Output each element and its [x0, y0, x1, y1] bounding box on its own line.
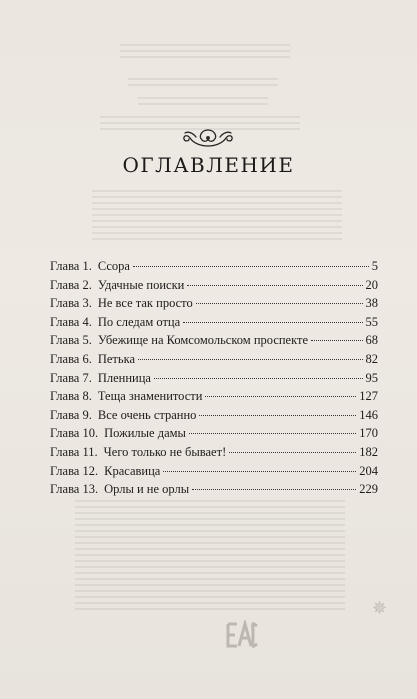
dot-leader	[183, 322, 362, 323]
dot-leader	[138, 359, 362, 360]
toc-entry	[50, 408, 378, 427]
chapter-number: Глава 8.	[50, 389, 92, 404]
chapter-title: Не все так просто	[97, 296, 193, 311]
page-number: 20	[365, 277, 378, 292]
chapter-title: Убежище на Комсомольском проспекте	[97, 333, 309, 348]
chapter-number: Глава 2.	[50, 277, 92, 292]
ghost-text	[75, 500, 345, 610]
chapter-title: Пленница	[97, 370, 151, 385]
chapter-title: Удачные поиски	[97, 277, 185, 292]
toc-entry	[50, 352, 378, 371]
page-number: 5	[371, 259, 378, 273]
chapter-number: Глава 1.	[50, 259, 92, 273]
dot-leader	[229, 452, 356, 453]
chapter-number: Глава 10.	[50, 426, 99, 441]
ghost-text	[120, 44, 290, 58]
chapter-number: Глава 11.	[50, 444, 98, 459]
chapter-number: Глава 7.	[50, 370, 92, 385]
dot-leader	[192, 489, 356, 490]
chapter-number: Глава 3.	[50, 296, 92, 311]
chapter-number: Глава 9.	[50, 407, 92, 422]
chapter-title: Чего только не бывает!	[103, 444, 227, 459]
dot-leader	[199, 415, 356, 416]
page-number: 170	[359, 426, 378, 441]
chapter-title: Пожилые дамы	[104, 426, 186, 441]
eac-mark-icon	[225, 620, 259, 650]
toc-entry	[50, 371, 378, 390]
chapter-title: Ссора	[97, 259, 130, 273]
page-number: 146	[359, 407, 378, 422]
dot-leader	[189, 433, 356, 434]
chapter-number: Глава 5.	[50, 333, 92, 348]
table-of-contents	[50, 259, 378, 501]
stamp-icon: ✵	[372, 598, 388, 619]
chapter-title: Теща знаменитости	[97, 389, 203, 404]
toc-entry	[50, 315, 378, 334]
chapter-number: Глава 13.	[50, 482, 99, 497]
dot-leader	[163, 471, 356, 472]
page-number: 204	[359, 463, 378, 478]
dot-leader	[154, 378, 363, 379]
ghost-text	[138, 97, 268, 107]
toc-entry	[50, 278, 378, 297]
toc-entry	[50, 426, 378, 445]
toc-entry	[50, 482, 378, 501]
page-number: 229	[359, 482, 378, 497]
toc-entry	[50, 259, 378, 278]
dot-leader	[205, 396, 356, 397]
chapter-title: Петька	[97, 351, 136, 366]
chapter-title: По следам отца	[97, 314, 181, 329]
dot-leader	[133, 266, 369, 267]
toc-entry	[50, 333, 378, 352]
page-number: 82	[365, 351, 378, 366]
page-title: ОГЛАВЛЕНИЕ	[122, 153, 295, 177]
toc-entry	[50, 389, 378, 408]
page-number: 95	[365, 370, 378, 385]
chapter-title: Все очень странно	[97, 407, 197, 422]
page-number: 68	[365, 333, 378, 348]
chapter-title: Красавица	[104, 463, 161, 478]
dot-leader	[187, 285, 362, 286]
chapter-number: Глава 4.	[50, 314, 92, 329]
chapter-title: Орлы и не орлы	[104, 482, 190, 497]
ghost-text	[128, 78, 278, 88]
page-number: 182	[359, 444, 378, 459]
page-number: 38	[365, 296, 378, 311]
ornament-icon	[180, 126, 236, 150]
chapter-number: Глава 12.	[50, 463, 99, 478]
dot-leader	[196, 303, 363, 304]
toc-entry	[50, 464, 378, 483]
toc-entry	[50, 445, 378, 464]
page-number: 127	[359, 389, 378, 404]
toc-entry	[50, 296, 378, 315]
dot-leader	[311, 340, 362, 341]
page-number: 55	[365, 314, 378, 329]
chapter-number: Глава 6.	[50, 351, 92, 366]
ghost-text	[92, 190, 342, 240]
